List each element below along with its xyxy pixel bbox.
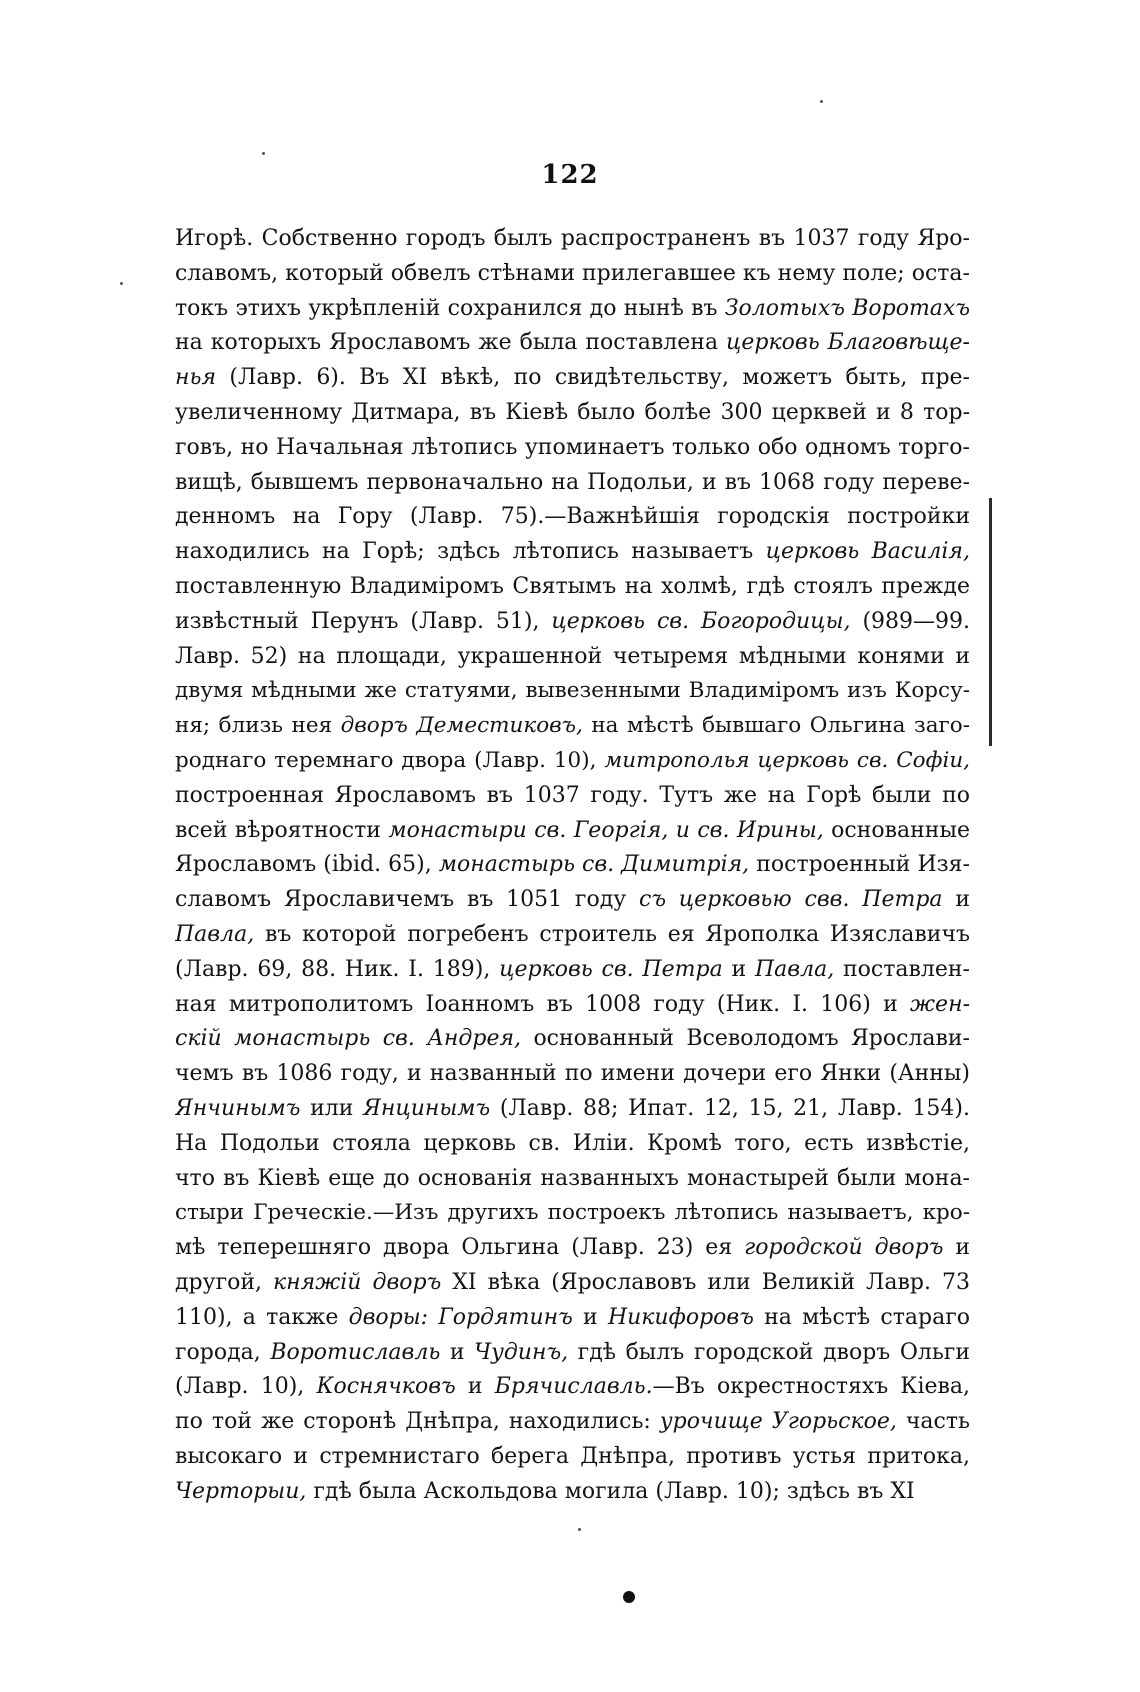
italic-term: городской дворъ bbox=[744, 1235, 944, 1261]
italic-term: церковь Василія, bbox=[765, 539, 970, 565]
italic-term: монастыри св. Георгія, и св. Ирины, bbox=[388, 817, 824, 843]
text-line: Игорѣ. Собственно городъ былъ распространенъ въ 1037 году Яро- bbox=[175, 226, 970, 251]
text-line: что въ Кіевѣ еще до основанія названныхъ монастырей были мона- bbox=[175, 1165, 970, 1191]
italic-term: нья bbox=[175, 365, 217, 391]
text-line: построенная Ярославомъ въ 1037 году. Тутъ же на Горѣ были по bbox=[175, 782, 970, 808]
margin-scan-mark bbox=[989, 498, 992, 746]
text-line: извѣстный Перунъ (Лавр. 51), церковь св. Богородицы, (989—99. bbox=[175, 608, 970, 634]
text-line: Ярославомъ (ibid. 65), монастырь св. Димитрія, построенный Изя- bbox=[175, 852, 970, 878]
text-line: по той же сторонѣ Днѣпра, находились: урочище Угорьское, часть bbox=[175, 1409, 970, 1435]
italic-term: Черторыи, bbox=[175, 1478, 307, 1504]
italic-term: жен- bbox=[910, 991, 970, 1017]
text-line: двумя мѣдными же статуями, вывезенными Владиміромъ изъ Корсу- bbox=[175, 678, 970, 704]
italic-term: съ церковью свв. Петра bbox=[639, 887, 943, 913]
text-line: стыри Греческіе.—Изъ другихъ построекъ лѣтопись называетъ, кро- bbox=[175, 1200, 970, 1226]
text-line: находились на Горѣ; здѣсь лѣтопись называетъ церковь Василія, bbox=[175, 539, 970, 565]
text-line: токъ этихъ укрѣпленій сохранился до нынѣ въ Золотыхъ Воротахъ bbox=[175, 295, 970, 321]
text-line: мѣ теперешняго двора Ольгина (Лавр. 23) ея городской дворъ и bbox=[175, 1235, 970, 1261]
italic-term: Янцинымъ bbox=[363, 1095, 491, 1121]
text-line: Янчинымъ или Янцинымъ (Лавр. 88; Ипат. 12, 15, 21, Лавр. 154). bbox=[175, 1095, 970, 1121]
scan-speck bbox=[262, 152, 265, 155]
text-line: роднаго теремнаго двора (Лавр. 10), митрополья церковь св. Софіи, bbox=[175, 747, 970, 773]
text-line: Черторыи, гдѣ была Аскольдова могила (Лавр. 10); здѣсь въ XI bbox=[175, 1478, 915, 1504]
italic-term: Павла, bbox=[175, 921, 255, 947]
text-line: славомъ, который обвелъ стѣнами прилегавшее къ нему поле; оста- bbox=[175, 260, 970, 286]
italic-term: дворъ Деместиковъ, bbox=[340, 713, 583, 739]
italic-term: монастырь св. Димитрія, bbox=[438, 852, 750, 878]
text-line: ня; близь нея дворъ Деместиковъ, на мѣстѣ бывшаго Ольгина заго- bbox=[175, 713, 970, 739]
text-line: поставленную Владиміромъ Святымъ на холмѣ, гдѣ стоялъ прежде bbox=[175, 573, 970, 599]
italic-term: Золотыхъ Воротахъ bbox=[724, 295, 970, 321]
text-line: скій монастырь св. Андрея, основанный Всеволодомъ Ярослави- bbox=[175, 1026, 970, 1052]
page-end-ornament bbox=[623, 1591, 635, 1603]
text-line: другой, княжій дворъ XI вѣка (Ярославовъ или Великій Лавр. 73 bbox=[175, 1269, 970, 1295]
italic-term: церковь Благовѣще- bbox=[726, 330, 970, 356]
text-line: (Лавр. 69, 88. Ник. I. 189), церковь св. Петра и Павла, поставлен- bbox=[175, 956, 970, 982]
scan-speck bbox=[578, 1528, 581, 1531]
italic-term: скій монастырь св. Андрея, bbox=[175, 1026, 522, 1052]
text-line: (Лавр. 10), Коснячковъ и Брячиславль.—Въ окрестностяхъ Кіева, bbox=[175, 1374, 970, 1400]
text-line: увеличенному Дитмара, въ Кіевѣ было болѣе 300 церквей и 8 тор- bbox=[175, 399, 970, 425]
scan-speck bbox=[120, 282, 123, 285]
italic-term: Янчинымъ bbox=[175, 1095, 301, 1121]
text-line: вищѣ, бывшемъ первоначально на Подольи, и въ 1068 году переве- bbox=[175, 469, 970, 495]
text-line: на которыхъ Ярославомъ же была поставлена церковь Благовѣще- bbox=[175, 330, 970, 356]
text-line: денномъ на Гору (Лавр. 75).—Важнѣйшія городскія постройки bbox=[175, 504, 970, 530]
text-line: Лавр. 52) на площади, украшенной четыремя мѣдными конями и bbox=[175, 643, 970, 669]
italic-term: Воротиславль bbox=[270, 1339, 441, 1365]
scan-speck bbox=[820, 100, 823, 103]
text-line: 110), а также дворы: Гордятинъ и Никифоровъ на мѣстѣ стараго bbox=[175, 1304, 970, 1330]
text-line: Павла, въ которой погребенъ строитель ея Ярополка Изяславичъ bbox=[175, 921, 970, 947]
italic-term: урочище Угорьское, bbox=[659, 1409, 897, 1435]
text-line: высокаго и стремнистаго берега Днѣпра, противъ устья притока, bbox=[175, 1443, 970, 1469]
italic-term: дворы: Гордятинъ bbox=[348, 1304, 573, 1330]
italic-term: Никифоровъ bbox=[607, 1304, 754, 1330]
italic-term: Чудинъ, bbox=[474, 1339, 569, 1365]
text-line: На Подольи стояла церковь св. Иліи. Кромѣ того, есть извѣстіе, bbox=[175, 1130, 970, 1156]
text-line: славомъ Ярославичемъ въ 1051 году съ церковью свв. Петра и bbox=[175, 887, 970, 913]
text-line: чемъ въ 1086 году, и названный по имени дочери его Янки (Анны) bbox=[175, 1061, 970, 1087]
italic-term: Павла, bbox=[754, 956, 835, 982]
italic-term: княжій дворъ bbox=[273, 1269, 442, 1295]
text-line: ная митрополитомъ Іоанномъ въ 1008 году (Ник. I. 106) и жен- bbox=[175, 991, 970, 1017]
italic-term: церковь св. Петра bbox=[499, 956, 723, 982]
italic-term: Коснячковъ bbox=[316, 1374, 456, 1400]
text-line: всей вѣроятности монастыри св. Георгія, и св. Ирины, основанные bbox=[175, 817, 970, 843]
text-line: города, Воротиславль и Чудинъ, гдѣ былъ городской дворъ Ольги bbox=[175, 1339, 970, 1365]
italic-term: Брячиславль. bbox=[494, 1374, 653, 1400]
italic-term: церковь св. Богородицы, bbox=[551, 608, 851, 634]
page-number: 122 bbox=[541, 160, 599, 190]
text-line: нья (Лавр. 6). Въ XI вѣкѣ, по свидѣтельству, можетъ быть, пре- bbox=[175, 365, 970, 391]
text-line: говъ, но Начальная лѣтопись упоминаетъ только обо одномъ торго- bbox=[175, 434, 970, 460]
main-text-block bbox=[175, 222, 970, 1509]
italic-term: митрополья церковь св. Софіи, bbox=[604, 747, 970, 773]
